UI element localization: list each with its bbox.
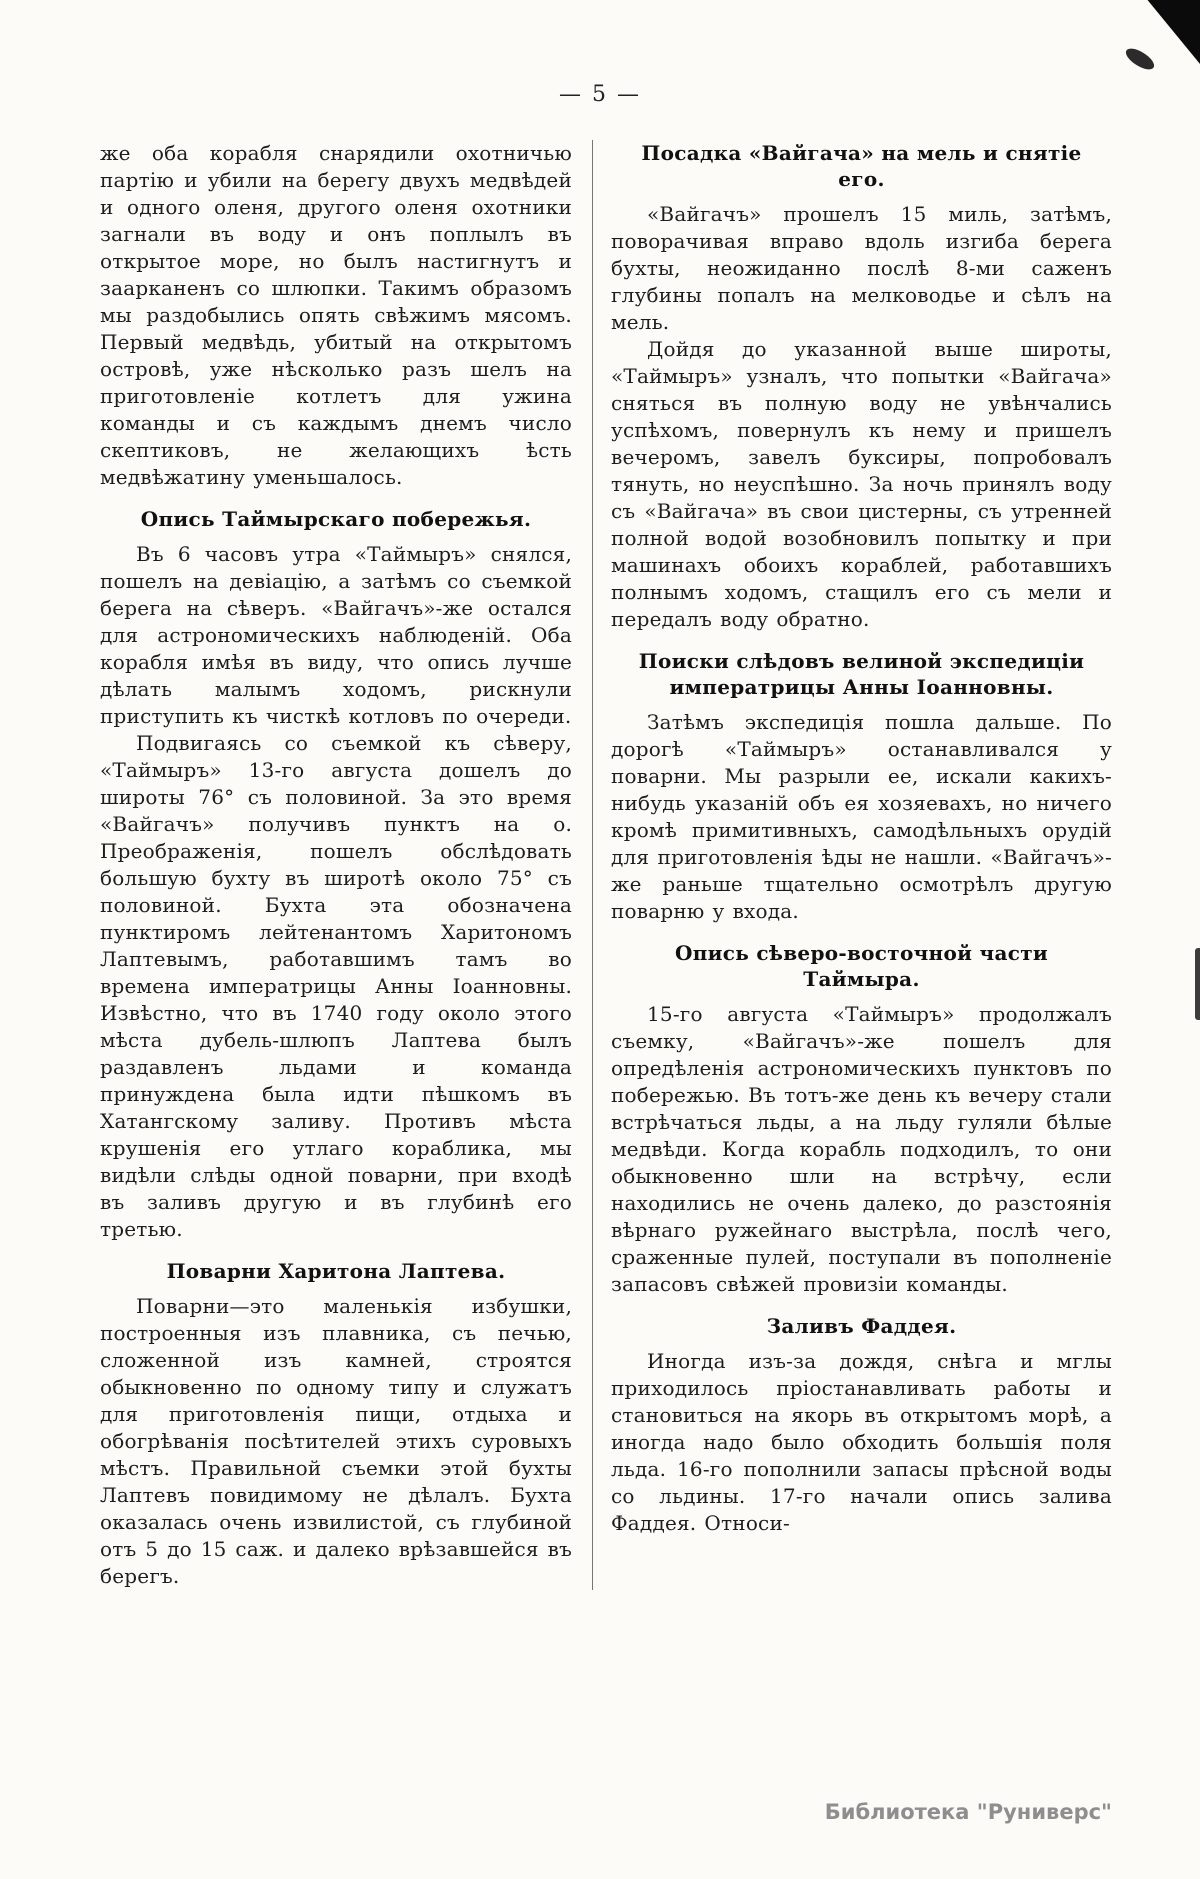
- paragraph: Затѣмъ экспедиція пошла дальше. По дорогѣ «Таймыръ» останавливался у поварни. Мы разрыли ее, искали какихъ-нибудь указаній объ ея хозяевахъ, но ничего кромѣ примитивныхъ, самодѣльныхъ орудій для приготовленія ѣды не нашли. «Вайгачъ»-же раньше тщательно осмотрѣлъ другую поварню у входа.: [611, 710, 1112, 923]
- paragraph: Поварни—это маленькія избушки, построенныя изъ плавника, съ печью, сложенной изъ камней, строятся обыкновенно по одному типу и служатъ для приготовленія пищи, отдыха и обогрѣванія посѣтителей этихъ суровыхъ мѣстъ. Правильной съемки этой бухты Лаптевъ повидимому не дѣлалъ. Бухта оказалась очень извилистой, съ глубиной отъ 5 до 15 саж. и далеко врѣзавшейся въ берегъ.: [100, 1294, 572, 1588]
- section-heading: Опись Таймырскаго побережья.: [140, 507, 532, 531]
- paragraph: «Вайгачъ» прошелъ 15 миль, затѣмъ, поворачивая вправо вдоль изгиба берега бухты, неожиданно послѣ 8-ми саженъ глубины попалъ на мелководье и сѣлъ на мель.: [611, 202, 1112, 334]
- text-columns: [100, 140, 1112, 1590]
- paragraph: Дойдя до указанной выше широты, «Таймыръ» узналъ, что попытки «Вайгача» сняться въ полную воду не увѣнчались успѣхомъ, повернулъ къ нему и пришелъ вечеромъ, завелъ буксиры, попробовалъ тянуть, но неуспѣшно. За ночь принялъ воду съ «Вайгача» въ свои цистерны, съ утренней полной водой возобновилъ попытку и при машинахъ обоихъ кораблей, работавшихъ полнымъ ходомъ, стащилъ его съ мели и передалъ воду обратно.: [611, 337, 1112, 631]
- scan-artifact-smudge: [1123, 45, 1158, 74]
- section-heading: Опись сѣверо-восточной части Таймыра.: [674, 941, 1049, 991]
- left-column: [100, 140, 572, 1590]
- paragraph: Въ 6 часовъ утра «Таймыръ» снялся, пошелъ на девіацію, а затѣмъ со съемкой берега на сѣверъ. «Вайгачъ»-же остался для астрономическихъ наблюденій. Оба корабля имѣя въ виду, что опись лучше дѣлать малымъ ходомъ, рискнули приступить къ чисткѣ котловъ по очереди.: [100, 542, 572, 728]
- scan-artifact-edge-mark: [1195, 948, 1200, 1020]
- right-column: [611, 140, 1112, 1590]
- paragraph: Подвигаясь со съемкой къ сѣверу, «Таймыръ» 13-го августа дошелъ до широты 76° съ половиной. За это время «Вайгачъ» получивъ пунктъ на о. Преображенія, пошелъ обслѣдовать большую бухту въ широтѣ около 75° съ половиной. Бухта эта обозначена пунктиромъ лейтенантомъ Харитономъ Лаптевымъ, работавшимъ тамъ во времена императрицы Анны Іоанновны. Извѣстно, что въ 1740 году около этого мѣста дубель-шлюпъ Лаптева былъ раздавленъ льдами и команда принуждена была идти пѣшкомъ въ Хатангскому заливу. Противъ мѣста крушенія его утлаго кораблика, мы видѣли слѣды одной поварни, при входѣ въ заливъ другую и въ глубинѣ его третью.: [100, 731, 572, 1241]
- paragraph: же оба корабля снарядили охотничью партію и убили на берегу двухъ медвѣдей и одного оленя, другого оленя охотники загнали въ воду и онъ поплылъ въ открытое море, но былъ настигнутъ и заарканенъ со шлюпки. Такимъ образомъ мы раздобылись опять свѣжимъ мясомъ. Первый медвѣдь, убитый на открытомъ островѣ, уже нѣсколько разъ шелъ на приготовленіе котлетъ для ужина команды и съ каждымъ днемъ число скептиковъ, не желающихъ ѣсть медвѣжатину уменьшалось.: [100, 141, 572, 489]
- paragraph: 15-го августа «Таймыръ» продолжалъ съемку, «Вайгачъ»-же пошелъ для опредѣленія астрономическихъ пунктовъ по побережью. Въ тотъ-же день къ вечеру стали встрѣчаться льды, а на льду гуляли бѣлые медвѣди. Когда корабль подходилъ, то они обыкновенно шли на встрѣчу, если находились не очень далеко, до разстоянія вѣрнаго ружейнаго выстрѣла, послѣ чего, сраженные пулей, поступали въ пополненіе запасовъ свѣжей провизіи команды.: [611, 1002, 1112, 1296]
- section-heading: Поиски слѣдовъ велиной экспедиціи императрицы Анны Іоанновны.: [638, 649, 1085, 699]
- library-watermark: Библиотека "Руниверс": [824, 1800, 1112, 1824]
- section-heading: Посадка «Вайгача» на мель и снятіе его.: [641, 141, 1082, 191]
- section-heading: Поварни Харитона Лаптева.: [166, 1259, 506, 1283]
- paragraph: Иногда изъ-за дождя, снѣга и мглы приходилось пріостанавливать работы и становиться на якорь въ открытомъ морѣ, а иногда надо было обходить большія поля льда. 16-го пополнили запасы прѣсной воды со льдины. 17-го начали опись залива Фаддея. Относи-: [611, 1349, 1112, 1535]
- page-number: — 5 —: [559, 82, 641, 107]
- section-heading: Заливъ Фаддея.: [766, 1314, 957, 1338]
- column-divider: [592, 140, 593, 1590]
